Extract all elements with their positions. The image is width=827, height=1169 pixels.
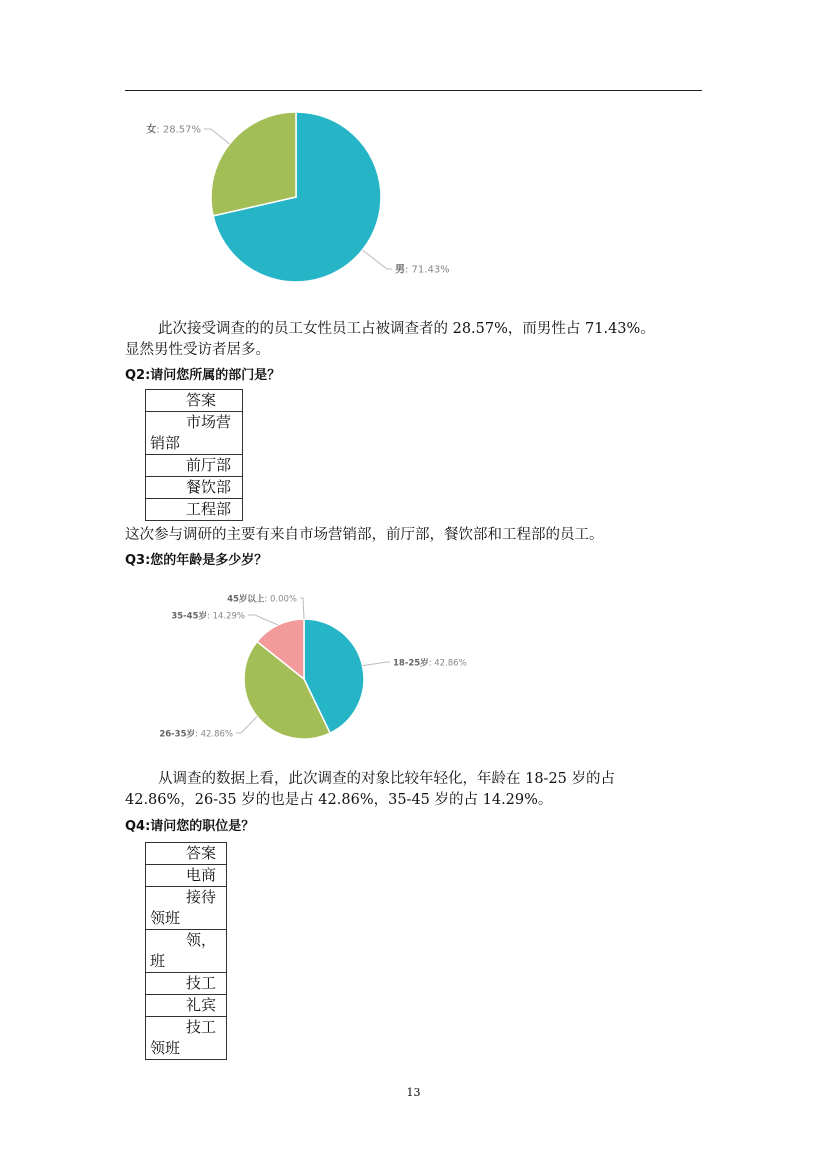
paragraph-department xyxy=(125,525,705,546)
leader-line xyxy=(300,598,304,619)
gender-pie-chart xyxy=(125,100,525,300)
table-row xyxy=(146,455,243,477)
table-cell: 工程部 xyxy=(146,499,243,521)
slice-label: 45岁以上: 0.00% xyxy=(227,594,297,605)
page-number: 13 xyxy=(406,1086,421,1099)
table-cell: 技工 xyxy=(146,973,227,995)
pie-slice xyxy=(211,112,296,216)
table-row xyxy=(146,1017,227,1060)
slice-label: 18-25岁: 42.86% xyxy=(393,658,467,669)
paragraph-gender xyxy=(125,319,705,340)
table-cell: 接待领班 xyxy=(146,887,227,930)
table-cell: 市场营销部 xyxy=(146,412,243,455)
age-pie-chart xyxy=(125,580,525,750)
leader-line xyxy=(362,250,392,269)
para3-line2: 42.86%，26-35 岁的也是占 42.86%，35-45 岁的占 14.29%。 xyxy=(125,792,553,808)
table-row xyxy=(146,390,243,412)
slice-label: 35-45岁: 14.29% xyxy=(171,611,245,622)
header-rule xyxy=(125,90,702,91)
slice-label: 男: 71.43% xyxy=(395,264,450,276)
table-cell: 答案 xyxy=(146,843,227,865)
table-row xyxy=(146,930,227,973)
slice-label: 女: 28.57% xyxy=(146,124,201,136)
table-row xyxy=(146,477,243,499)
leader-line xyxy=(204,129,230,144)
table-row xyxy=(146,995,227,1017)
table-cell: 餐饮部 xyxy=(146,477,243,499)
table-cell: 电商 xyxy=(146,865,227,887)
table-row xyxy=(146,887,227,930)
table-row xyxy=(146,843,227,865)
table-cell: 领，班 xyxy=(146,930,227,973)
table-row xyxy=(146,865,227,887)
question-q4: Q4:请问您的职位是？ xyxy=(125,819,255,834)
question-q3: Q3:您的年龄是多少岁？ xyxy=(125,553,268,568)
table-row xyxy=(146,412,243,455)
question-q2: Q2:请问您所属的部门是？ xyxy=(125,368,281,383)
paragraph-age-cont xyxy=(125,790,705,811)
leader-line xyxy=(248,615,278,625)
position-table xyxy=(145,842,227,1060)
para1-line2: 显然男性受访者居多。 xyxy=(125,342,270,358)
para2-text: 这次参与调研的主要有来自市场营销部，前厅部，餐饮部和工程部的员工。 xyxy=(125,527,604,543)
table-cell: 答案 xyxy=(146,390,243,412)
paragraph-age xyxy=(125,769,705,790)
table-row xyxy=(146,499,243,521)
department-table xyxy=(145,389,243,521)
para3-line1: 从调查的数据上看，此次调查的对象比较年轻化，年龄在 18-25 岁的占 xyxy=(158,771,616,787)
table-cell: 前厅部 xyxy=(146,455,243,477)
table-cell: 礼宾 xyxy=(146,995,227,1017)
table-cell: 技工领班 xyxy=(146,1017,227,1060)
paragraph-gender-cont xyxy=(125,340,705,361)
leader-line xyxy=(236,716,257,733)
leader-line xyxy=(362,662,390,666)
slice-label: 26-35岁: 42.86% xyxy=(159,729,233,740)
para1-line1: 此次接受调查的的员工女性员工占被调查者的 28.57%，而男性占 71.43%。 xyxy=(158,321,655,337)
table-row xyxy=(146,973,227,995)
